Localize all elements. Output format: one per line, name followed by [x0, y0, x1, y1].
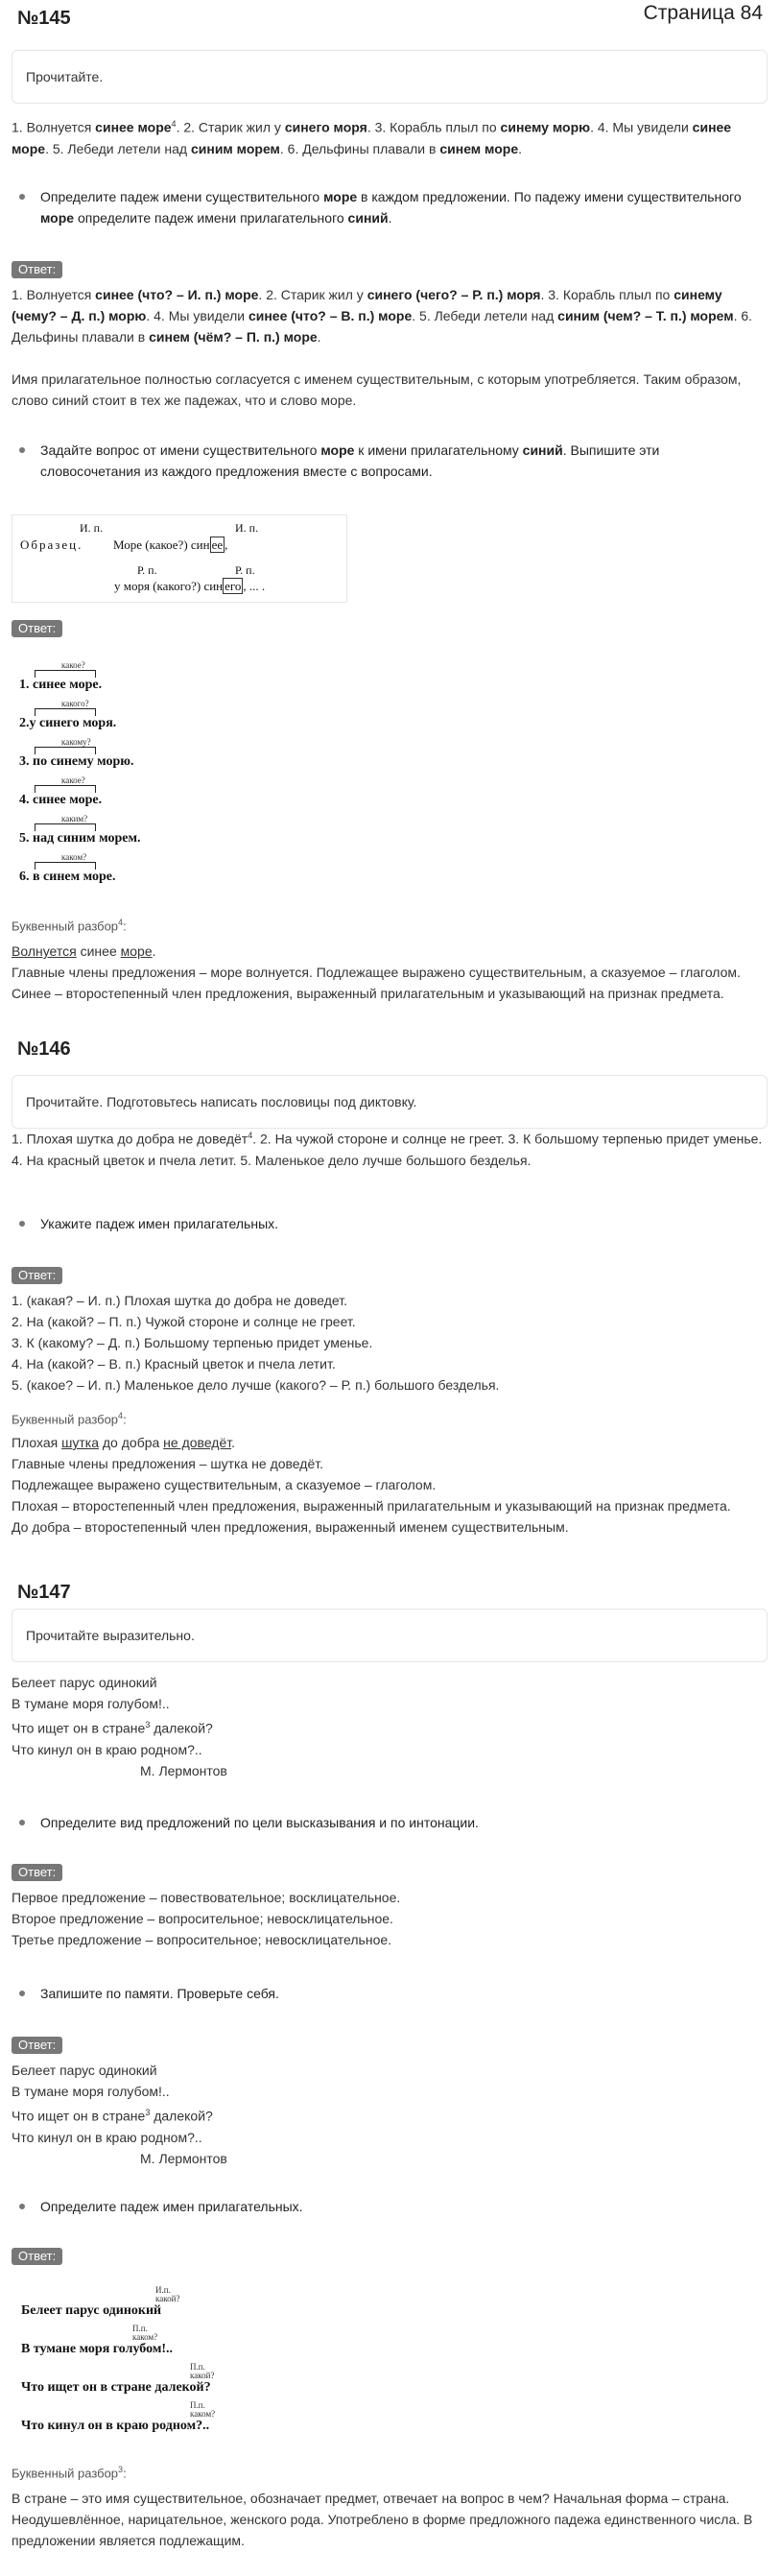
task-number-145: №145: [17, 8, 71, 29]
poem-line: Белеет парус одинокий: [21, 2303, 162, 2318]
case-label: П.п.: [190, 2400, 205, 2410]
case-label: И. п.: [235, 521, 259, 535]
question-text: Запишите по памяти. Проверьте себя.: [40, 1986, 279, 2001]
task-prompt-text: Прочитайте выразительно.: [26, 1628, 195, 1643]
answer-label: Ответ:: [12, 620, 62, 637]
answer-label: Ответ:: [12, 1267, 62, 1284]
answer-phrase: 1. синее море.: [19, 678, 103, 692]
sample-row-text: Море (какое?) син: [113, 537, 210, 552]
poem-author: М. Лермонтов: [140, 2150, 227, 2166]
question-word: каким?: [61, 814, 88, 823]
arrow-icon: [35, 823, 96, 831]
case-label: П.п.: [190, 2362, 205, 2372]
answer-phrase: 3. по синему морю.: [19, 754, 134, 769]
footnote-mark: 3: [118, 2465, 124, 2474]
poem-line-part: далекой?: [154, 2108, 213, 2124]
ending-box: его: [225, 579, 242, 593]
parse-label-147: Буквенный разбор$^3$:: [12, 2465, 127, 2481]
answer-phrase: 2.у синего моря.: [19, 716, 117, 730]
answer-label: Ответ:: [12, 2248, 62, 2265]
question-text: Укажите падеж имен прилагательных.: [40, 1216, 279, 1231]
task-text-145: 1. Волнуется синее море$^4$. 2. Старик жил у синего моря. 3. Корабль плыл по синему морю. 4. Мы увидели синее море. 5. Лебеди летели над синим морем. 6. Дельфины плавали в синем море.: [12, 119, 732, 156]
answer-line: 3. К (какому? – Д. п.) Большому терпенью придет уменье.: [12, 1335, 373, 1350]
answer-line: 1. (какая? – И. п.) Плохая шутка до добра не доведет.: [12, 1293, 347, 1308]
answer-phrase: 5. над синим морем.: [19, 831, 141, 846]
parse-line: До добра – второстепенный член предложения, выраженный именем существительным.: [12, 1519, 569, 1535]
poem-recall-147: [12, 2060, 769, 2169]
case-label: И.п.: [155, 2285, 171, 2295]
parse-line: Плохая – второстепенный член предложения, выраженный прилагательным и указывающий на признак предмета.: [12, 1498, 731, 1514]
footnote-mark: 3: [145, 1720, 151, 1729]
poem-author: М. Лермонтов: [140, 1762, 227, 1778]
task-number-146: №146: [17, 1038, 71, 1060]
task-prompt-145: [12, 50, 768, 104]
poem-line: [12, 1714, 769, 1739]
arrow-icon: [35, 708, 96, 716]
poem-line: Что ищет он в стране далекой?: [21, 2380, 211, 2395]
arrow-icon: [35, 785, 96, 793]
sample-row-1: Море (какое?) син ее ,: [113, 537, 228, 552]
task-text-146: 1. Плохая шутка до добра не доведёт$^4$. 2. На чужой стороне и солнце не греет. 3. К большому терпенью придет уменье. 4. На красный цветок и пчела летит. 5. Маленькое дело лучше большого безделья.: [12, 1131, 763, 1168]
poem-line: Белеет парус одинокий: [12, 1675, 157, 1690]
question-word: какому?: [61, 737, 91, 747]
question-text: Определите падеж имен прилагательных.: [40, 2199, 303, 2214]
poem-line: Что кинул он в краю родном?..: [21, 2419, 210, 2433]
parse-label-text: Буквенный разбор: [12, 918, 119, 934]
poem-line-part: Что ищет он в стране: [12, 2108, 146, 2124]
answer-line: Третье предложение – вопросительное; невосклицательное.: [12, 1932, 392, 1947]
poem-line: Белеет парус одинокий: [12, 2063, 157, 2078]
parse-text-147: В стране – это имя существительное, обозначает предмет, отвечает на вопрос в чем? Начальная форма – страна. Неодушевлённое, нарицательное, женского рода. Употреблено в форме предложного падежа единственного числа. В предложении является подлежащим.: [12, 2491, 753, 2548]
parse-line: Плохая шутка до добра не доведёт.: [12, 1435, 235, 1450]
answer-line: Первое предложение – повествовательное; восклицательное.: [12, 1890, 401, 1905]
parse-line: Подлежащее выражено существительным, а сказуемое – глаголом.: [12, 1477, 437, 1492]
parse-block-146: [12, 1432, 769, 1538]
answer-figure-145: [12, 660, 170, 900]
parse-label-text: Буквенный разбор: [12, 1412, 119, 1427]
question-1-145: [19, 186, 758, 228]
question-text: Определите падеж имени существительного море в каждом предложении. По падежу имени существительного море определите падеж имени прилагательного синий.: [40, 189, 742, 226]
question-word: какое?: [61, 660, 85, 670]
question-2-147: [19, 1983, 758, 2004]
question-word: каком?: [190, 2409, 216, 2419]
answer-label: Ответ:: [12, 1864, 62, 1881]
question-word: какого?: [61, 699, 89, 708]
case-annotation: [132, 2325, 157, 2342]
ending-box: ее: [211, 537, 224, 552]
case-label: И. п.: [80, 521, 104, 535]
footnote-mark: 3: [145, 2108, 151, 2117]
answer-label: Ответ:: [12, 261, 62, 278]
case-label: Р. п.: [235, 563, 255, 577]
question-3-147: [19, 2196, 758, 2217]
sample-row-2: [114, 579, 265, 594]
question-1-147: [19, 1812, 758, 1833]
answer-list-146: [12, 1290, 769, 1395]
poem-line: Что кинул он в краю родном?..: [12, 1741, 202, 1757]
task-prompt-text: Прочитайте. Подготовьтесь написать пословицы под диктовку.: [26, 1094, 417, 1109]
poem-line: Что кинул он в краю родном?..: [12, 2129, 202, 2145]
parse-line: Главные члены предложения – шутка не доведёт.: [12, 1456, 323, 1471]
case-label: П.п.: [132, 2324, 148, 2333]
poem-147: [12, 1672, 769, 1781]
poem-line-part: далекой?: [154, 1720, 213, 1736]
answer-label: Ответ:: [12, 2037, 62, 2054]
parse-text-145: Главные члены предложения – море волнуется. Подлежащее выражено существительным, а сказуемое – глаголом. Синее – второстепенный член предложения, выраженный прилагательным и указывающий на признак предмета.: [12, 965, 741, 1001]
case-annotation: [190, 2363, 214, 2380]
answer-figure-147: [12, 2282, 261, 2447]
arrow-icon: [35, 747, 96, 754]
answer-phrase: 6. в синем море.: [19, 870, 116, 884]
task-prompt-147: [12, 1609, 768, 1662]
parse-label-145: Буквенный разбор$^4$:: [12, 918, 127, 934]
poem-line: В тумане моря голубом!..: [12, 2084, 170, 2099]
poem-line-part: Что ищет он в стране: [12, 1720, 146, 1736]
question-1-146: [19, 1213, 758, 1234]
explanation-145: Имя прилагательное полностью согласуется с именем существительным, с которым употребляется. Таким образом, слово синий стоит в тех же падежах, что и слово море.: [12, 371, 742, 408]
footnote-mark: 4: [118, 918, 124, 927]
answer-text-145: 1. Волнуется синее (что? – И. п.) море. 2. Старик жил у синего (чего? – Р. п.) моря. 3. Корабль плыл по синему (чему? – Д. п.) морю. 4. Мы увидели синее (что? – В. п.) море. 5. Лебеди летели над синим (чем? – Т. п.) морем. 6. Дельфины плавали в синем (чём? – П. п.) море.: [12, 287, 753, 345]
question-word: какой?: [155, 2294, 180, 2303]
question-text: Определите вид предложений по цели высказывания и по интонации.: [40, 1815, 479, 1830]
question-word: какой?: [190, 2371, 215, 2380]
answer-line: Второе предложение – вопросительное; невосклицательное.: [12, 1911, 393, 1926]
task-number-147: №147: [17, 1582, 71, 1603]
task-prompt-146: [12, 1075, 768, 1129]
sample-label: Образец.: [20, 537, 83, 552]
question-text: Задайте вопрос от имени существительного море к имени прилагательному синий. Выпишите эти словосочетания из каждого предложения вместе с вопросами.: [40, 442, 660, 479]
poem-line: В тумане моря голубом!..: [21, 2342, 174, 2356]
answer-line: 5. (какое? – И. п.) Маленькое дело лучше (какого? – Р. п.) большого безделья.: [12, 1377, 500, 1393]
answer-line: 2. На (какой? – П. п.) Чужой стороне и солнце не греет.: [12, 1314, 356, 1329]
parse-label-146: Буквенный разбор$^4$:: [12, 1411, 127, 1427]
footnote-mark: 4: [118, 1411, 124, 1420]
arrow-icon: [35, 862, 96, 870]
sample-tail: , ... .: [243, 579, 266, 593]
sample-row-text: у моря (какого?) син: [114, 579, 224, 593]
parse-label-text: Буквенный разбор: [12, 2466, 119, 2481]
poem-line: В тумане моря голубом!..: [12, 1696, 170, 1711]
question-word: каком?: [132, 2332, 158, 2342]
case-annotation: [190, 2401, 215, 2419]
question-word: каком?: [61, 852, 87, 862]
parse-line-145: Волнуется синее море.: [12, 943, 156, 959]
page-number: Страница 84: [643, 2, 763, 24]
case-label: Р. п.: [137, 563, 157, 577]
answer-line: 4. На (какой? – В. п.) Красный цветок и пчела летит.: [12, 1356, 336, 1371]
question-2-145: [19, 440, 758, 482]
answer-phrase: 4. синее море.: [19, 793, 103, 807]
arrow-icon: [35, 670, 96, 678]
task-prompt-text: Прочитайте.: [26, 69, 104, 84]
sample-figure: [12, 514, 347, 603]
case-annotation: [155, 2286, 179, 2303]
answer-list-147: [12, 1887, 769, 1950]
question-word: какое?: [61, 775, 85, 785]
poem-line: [12, 2102, 769, 2127]
